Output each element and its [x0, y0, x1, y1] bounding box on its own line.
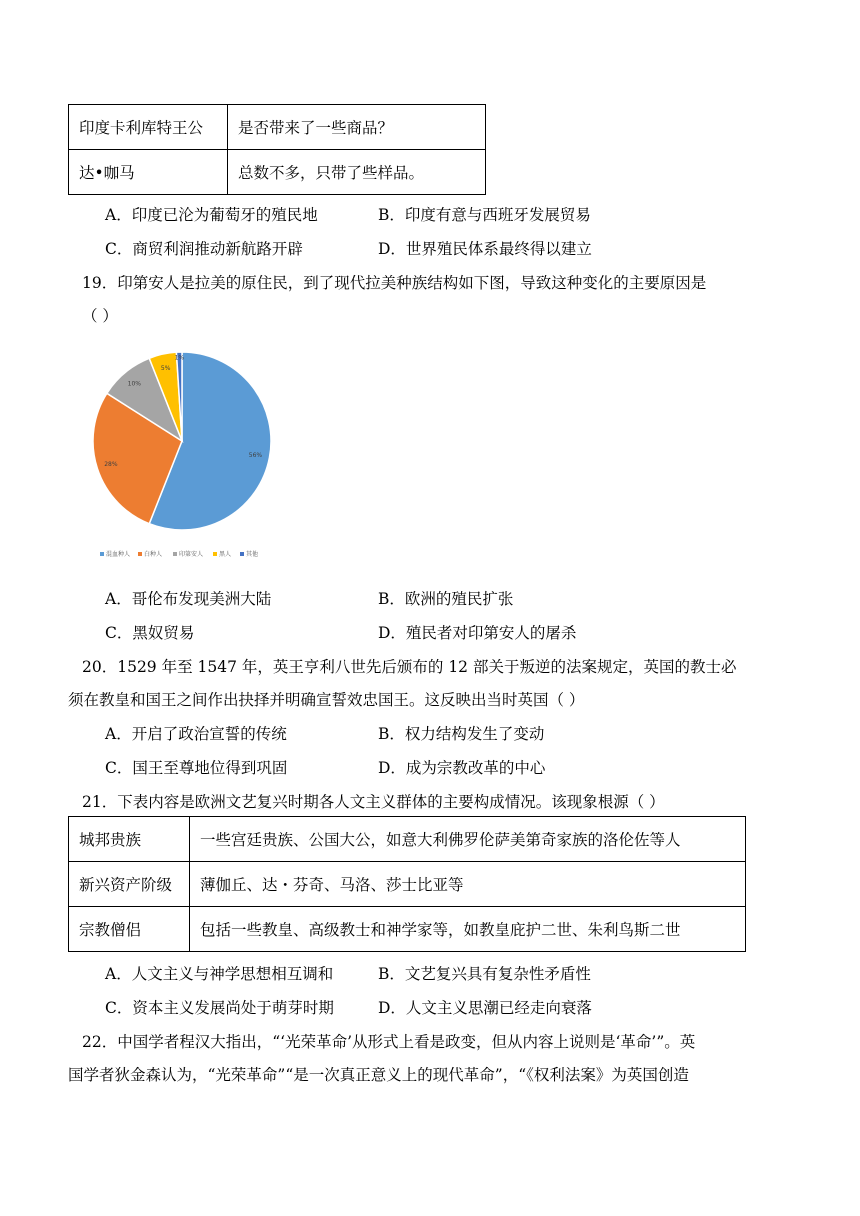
pie-data-label: 5%	[160, 365, 171, 373]
option-b: B．文艺复兴具有复杂性矛盾性	[378, 965, 591, 983]
question-19-blank: （ ）	[82, 307, 118, 325]
race-structure-pie-chart	[80, 335, 300, 575]
table-cell: 包括一些教皇、高级教士和神学家等，如教皇庇护二世、朱利鸟斯二世	[190, 907, 746, 952]
legend-swatch	[240, 552, 244, 556]
pie-data-label: 56%	[248, 452, 263, 460]
option-a: A．人文主义与神学思想相互调和	[105, 965, 334, 983]
pie-data-label: 28%	[104, 461, 118, 469]
option-b: B．印度有意与西班牙发展贸易	[378, 206, 591, 224]
option-d: D．世界殖民体系最终得以建立	[378, 240, 592, 258]
legend-label: 黑人	[219, 551, 232, 558]
legend-swatch	[173, 552, 177, 556]
table-row	[69, 105, 486, 150]
table-cell: 达•咖马	[69, 150, 228, 195]
question-21-text: 21．下表内容是欧洲文艺复兴时期各人文主义群体的主要构成情况。该现象根源（ ）	[82, 793, 665, 811]
option-c: C．黑奴贸易	[105, 624, 195, 642]
question-20-text: 20．1529 年至 1547 年，英王亨利八世先后颁布的 12 部关于叛逆的法案规定，英国的教士必	[82, 658, 737, 676]
pie-data-label: 10%	[127, 380, 142, 388]
table-row	[69, 862, 746, 907]
legend-label: 其他	[246, 551, 259, 558]
pie-slices	[93, 352, 271, 530]
option-a: A．哥伦布发现美洲大陆	[105, 590, 272, 608]
humanist-groups-table	[68, 816, 746, 952]
table-cell: 一些宫廷贵族、公国大公，如意大利佛罗伦萨美第奇家族的洛伦佐等人	[190, 817, 746, 862]
option-a: A．开启了政治宣誓的传统	[105, 725, 287, 743]
question-22-text: 22．中国学者程汉大指出，“‘光荣革命’从形式上看是政变，但从内容上说则是‘革命’”。英	[82, 1033, 696, 1051]
question-22-text-cont: 国学者狄金森认为，“光荣革命”“是一次真正意义上的现代革命”，“《权利法案》为英国创造	[68, 1066, 689, 1084]
legend-label: 混血种人	[106, 551, 131, 558]
option-c: C．国王至尊地位得到巩固	[105, 759, 288, 777]
chart-legend	[100, 550, 258, 558]
option-d: D．成为宗教改革的中心	[378, 759, 546, 777]
table-cell: 新兴资产阶级	[69, 862, 190, 907]
option-b: B．欧洲的殖民扩张	[378, 590, 514, 608]
option-d: D．殖民者对印第安人的屠杀	[378, 624, 577, 642]
dialogue-table	[68, 104, 486, 195]
table-cell: 薄伽丘、达・芬奇、马洛、莎士比亚等	[190, 862, 746, 907]
table-row	[69, 907, 746, 952]
question-20-text-cont: 须在教皇和国王之间作出抉择并明确宣誓效忠国王。这反映出当时英国（ ）	[68, 691, 585, 709]
option-b: B．权力结构发生了变动	[378, 725, 545, 743]
legend-swatch	[213, 552, 217, 556]
question-19-text: 19．印第安人是拉美的原住民，到了现代拉美种族结构如下图，导致这种变化的主要原因是	[82, 274, 707, 292]
legend-swatch	[138, 552, 142, 556]
table-cell: 印度卡利库特王公	[69, 105, 228, 150]
table-row	[69, 150, 486, 195]
option-a: A．印度已沦为葡萄牙的殖民地	[105, 206, 318, 224]
pie-data-label: 1%	[174, 354, 185, 362]
option-d: D．人文主义思潮已经走向衰落	[378, 999, 592, 1017]
table-cell: 总数不多，只带了些样品。	[228, 150, 486, 195]
option-c: C．资本主义发展尚处于萌芽时期	[105, 999, 334, 1017]
table-cell: 城邦贵族	[69, 817, 190, 862]
option-c: C．商贸利润推动新航路开辟	[105, 240, 303, 258]
table-row	[69, 817, 746, 862]
legend-swatch	[100, 552, 104, 556]
table-cell: 是否带来了一些商品？	[228, 105, 486, 150]
legend-label: 白种人	[144, 551, 163, 558]
legend-label: 印第安人	[179, 551, 204, 558]
table-cell: 宗教僧侣	[69, 907, 190, 952]
